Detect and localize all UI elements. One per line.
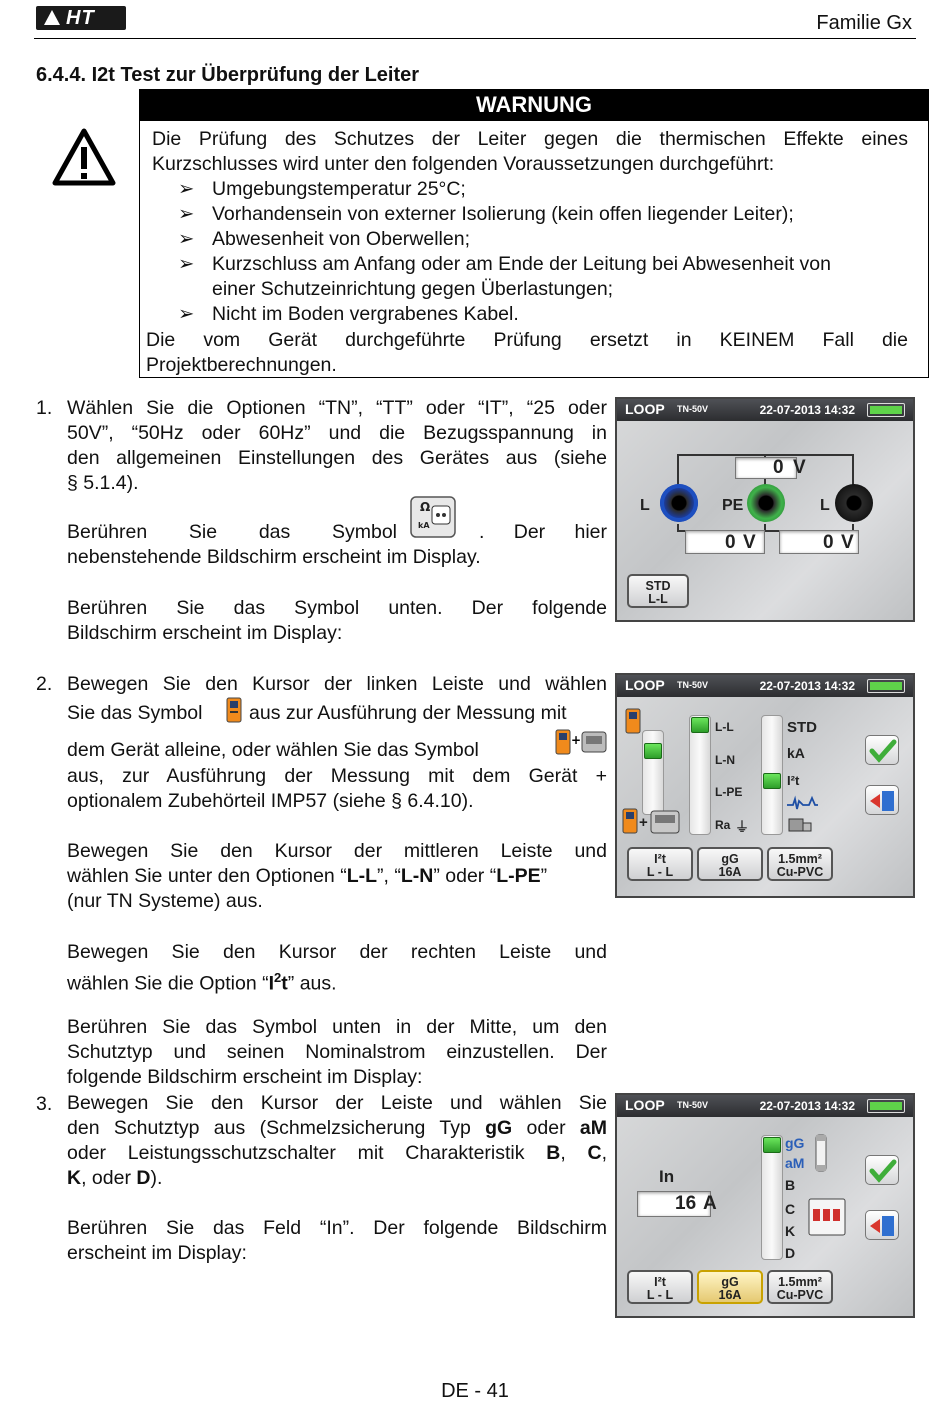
right-rail-cursor[interactable] [763, 773, 781, 789]
bullet-arrow-icon: ➢ [178, 228, 195, 250]
step3-text: Bewegen Sie den Kursor der Leiste und wählen Sie [67, 1092, 607, 1114]
bullet-arrow-icon: ➢ [178, 203, 195, 225]
protection-type-rail[interactable] [761, 1135, 783, 1260]
step1-text: Bildschirm erscheint im Display: [67, 622, 343, 644]
warning-outro-2: Projektberechnungen. [146, 354, 337, 376]
step2-text: aus, zur Ausführung der Messung mit dem Gerät + [67, 765, 607, 787]
warning-intro-2: Kurzschlusses wird unter den folgenden Voraussetzungen durchgeführt: [152, 153, 775, 175]
step-number: 3. [36, 1093, 53, 1115]
svg-text:Ω: Ω [420, 500, 431, 514]
step2-text: optionalem Zubehörteil IMP57 (siehe § 6.4.10). [67, 790, 474, 812]
protection-type-button[interactable]: gG 16A [697, 1270, 763, 1304]
protection-type-cursor[interactable] [763, 1137, 781, 1153]
svg-text:+: + [571, 733, 582, 747]
exit-button[interactable] [865, 1210, 899, 1240]
confirm-button[interactable] [865, 735, 899, 765]
battery-icon [867, 1099, 905, 1113]
bullet-arrow-icon: ➢ [178, 253, 195, 275]
protection-type-button[interactable]: gG 16A [697, 847, 763, 881]
svg-text:kA: kA [418, 521, 430, 530]
step2-text: dem Gerät alleine, oder wählen Sie das Symbol [67, 739, 479, 761]
middle-selection-rail[interactable] [689, 715, 711, 835]
header-title: Familie Gx [816, 12, 912, 34]
instrument-plus-imp57-icon[interactable] [554, 728, 610, 762]
warning-bullet-continuation: einer Schutzeinrichtung gegen Überlastungen; [212, 278, 614, 300]
confirm-button[interactable] [865, 1155, 899, 1185]
header-rule [34, 38, 916, 39]
checkmark-icon [866, 736, 900, 766]
transient-wave-icon [785, 793, 819, 813]
step3-line-4: K, oder D). [67, 1167, 163, 1189]
screen-status-bar: LOOP TN-50V 22-07-2013 14:32 [617, 399, 913, 421]
device-screen-protection-type: LOOP TN-50V 22-07-2013 14:32 In 16 A gG aM B C K D I²t L - L gG 16A 1.5mm² Cu-PVC [615, 1093, 915, 1318]
step1-text: Berühren Sie das Symbol unten. Der folgende [67, 597, 607, 619]
middle-rail-cursor[interactable] [691, 717, 709, 733]
jack-l-blue [660, 484, 698, 522]
i2t-ll-button[interactable]: I²t L - L [627, 1270, 693, 1304]
warning-intro-1: Die Prüfung des Schutzes der Leiter gegen die thermischen Effekte eines [152, 128, 908, 150]
step1-text: nebenstehende Bildschirm erscheint im Display. [67, 546, 481, 568]
device-screen-loop-options: LOOP TN-50V 22-07-2013 14:32 + L-L L-N L-PE Ra ⏚ STD kA I²t I²t L - L gG 16A 1.5mm² Cu-PVC [615, 673, 915, 898]
loop-ohm-symbol-icon[interactable] [410, 496, 456, 538]
circuit-breaker-icon [807, 1195, 847, 1239]
step2-i2t-line: wählen Sie die Option “$I^2t$” aus. [67, 970, 337, 995]
earth-symbol-icon: ⏚ [735, 819, 749, 835]
step2-text: folgende Bildschirm erscheint im Display: [67, 1066, 423, 1088]
instrument-only-icon[interactable] [623, 707, 643, 735]
step1-text: den allgemeinen Einstellungen des Gerätes aus (siehe [67, 447, 607, 469]
i2t-ll-button[interactable]: I²t L - L [627, 847, 693, 881]
step3-line-2: den Schutztyp aus (Schmelzsicherung Typ gG oder aM [67, 1117, 607, 1139]
step2-text: Bewegen Sie den Kursor der rechten Leiste und [67, 941, 607, 963]
step1-text: Wählen Sie die Optionen “TN”, “TT” oder “IT”, “25 oder [67, 397, 607, 419]
step1-text: 50V”, “50Hz oder 60Hz” und die Bezugsspannung in [67, 422, 607, 444]
nominal-current-field[interactable] [637, 1191, 711, 1217]
warning-outro-1: Die vom Gerät durchgeführte Prüfung ersetzt in KEINEM Fall die [146, 329, 908, 351]
exit-button[interactable] [865, 785, 899, 815]
step-number: 1. [36, 397, 53, 419]
step2-options-line: wählen Sie unter den Optionen “L-L”, “L-N” oder “L-PE” [67, 865, 548, 887]
cable-section-button[interactable]: 1.5mm² Cu-PVC [767, 847, 833, 881]
logo-text: HT [66, 7, 95, 29]
battery-icon [867, 679, 905, 693]
step2-text: (nur TN Systeme) aus. [67, 890, 263, 912]
jack-pe-green [747, 484, 785, 522]
step2-text: Bewegen Sie den Kursor der mittleren Leiste und [67, 840, 607, 862]
left-rail-cursor[interactable] [644, 743, 662, 759]
screen-status-bar: LOOP TN-50V 22-07-2013 14:32 [617, 675, 913, 697]
warning-heading: WARNUNG [139, 89, 929, 120]
exit-door-icon [866, 1211, 900, 1241]
std-ll-button[interactable]: STD L-L [627, 574, 689, 608]
ht-logo [36, 6, 126, 30]
section-title: 6.4.4. I2t Test zur Überprüfung der Leiter [36, 64, 420, 86]
exit-door-icon [866, 786, 900, 816]
step1-text: § 5.1.4). [67, 472, 139, 494]
step2-text: Bewegen Sie den Kursor der linken Leiste und wählen [67, 673, 607, 695]
step-number: 2. [36, 673, 53, 695]
fuse-icon [812, 1133, 830, 1173]
screen-status-bar: LOOP TN-50V 22-07-2013 14:32 [617, 1095, 913, 1117]
warning-triangle-icon [52, 128, 116, 186]
checkmark-icon [866, 1156, 900, 1186]
page-number: DE - 41 [441, 1380, 509, 1402]
instrument-only-icon[interactable] [225, 697, 243, 723]
bullet-arrow-icon: ➢ [178, 178, 195, 200]
instrument-plus-imp57-icon[interactable] [621, 805, 683, 839]
bullet-arrow-icon: ➢ [178, 303, 195, 325]
jack-l-black [835, 484, 873, 522]
voltage-readout-top [735, 457, 797, 479]
rcd-device-icon [787, 815, 813, 833]
step3-text: erscheint im Display: [67, 1242, 247, 1264]
device-screen-loop-main: LOOP TN-50V 22-07-2013 14:32 0 V L PE L 0 V 0 V STD L-L [615, 397, 915, 622]
step3-line-3: oder Leistungsschutzschalter mit Charakteristik B, C, [67, 1142, 607, 1164]
step2-text: Schutztyp und seinen Nominalstrom einzustellen. Der [67, 1041, 607, 1063]
step3-text: Berühren Sie das Feld “In”. Der folgende Bildschirm [67, 1217, 607, 1239]
cable-section-button[interactable]: 1.5mm² Cu-PVC [767, 1270, 833, 1304]
step2-text: Berühren Sie das Symbol unten in der Mitte, um den [67, 1016, 607, 1038]
